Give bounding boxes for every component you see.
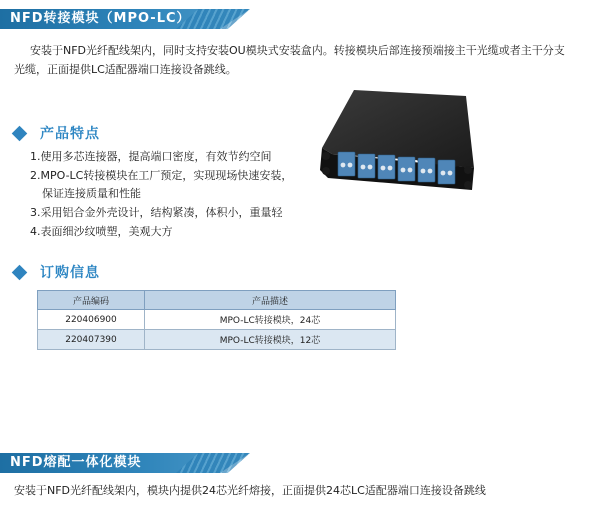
feature-item: 2.MPO-LC转接模块在工厂预定，实现现场快速安装，	[30, 169, 293, 182]
feature-item: 3.采用铝合金外壳设计，结构紧凑，体积小，重量轻	[30, 206, 283, 219]
ordering-table	[37, 290, 396, 350]
column-header: 产品描述	[145, 291, 396, 310]
product-description: MPO-LC转接模块，12芯	[145, 330, 396, 350]
mpo-lc-module-image	[316, 88, 476, 198]
features-heading	[14, 123, 100, 143]
intro-line-1: 安装于NFD光纤配线架内，同时支持安装OU模块式安装盒内。转接模块后部连接预端接主干光缆或者主干分支	[30, 44, 565, 57]
table-row	[38, 330, 396, 350]
column-header: 产品编码	[38, 291, 145, 310]
ordering-title: 订购信息	[40, 265, 100, 281]
product-code: 220407390	[38, 330, 145, 350]
section-banner-mpo-lc	[0, 9, 250, 29]
features-title: 产品特点	[40, 126, 100, 142]
section-title: NFD熔配一体化模块	[10, 455, 142, 470]
product-description: MPO-LC转接模块，24芯	[145, 310, 396, 330]
feature-item: 4.表面细沙纹喷塑，美观大方	[30, 225, 173, 238]
diamond-icon	[12, 264, 28, 280]
intro-line-2: 光缆，正面提供LC适配器端口连接设备跳线。	[14, 63, 237, 76]
diamond-icon	[12, 125, 28, 141]
ordering-heading	[14, 262, 100, 282]
table-header-row	[38, 291, 396, 310]
section2-intro: 安装于NFD光纤配线架内，模块内提供24芯光纤熔接，正面提供24芯LC适配器端口连接设备跳线	[14, 484, 486, 497]
feature-item: 1.使用多芯连接器，提高端口密度，有效节约空间	[30, 150, 272, 163]
section-banner-fusion	[0, 453, 250, 473]
feature-item: 保证连接质量和性能	[42, 187, 141, 200]
product-code: 220406900	[38, 310, 145, 330]
section-title: NFD转接模块（MPO-LC）	[10, 11, 191, 26]
table-row	[38, 310, 396, 330]
